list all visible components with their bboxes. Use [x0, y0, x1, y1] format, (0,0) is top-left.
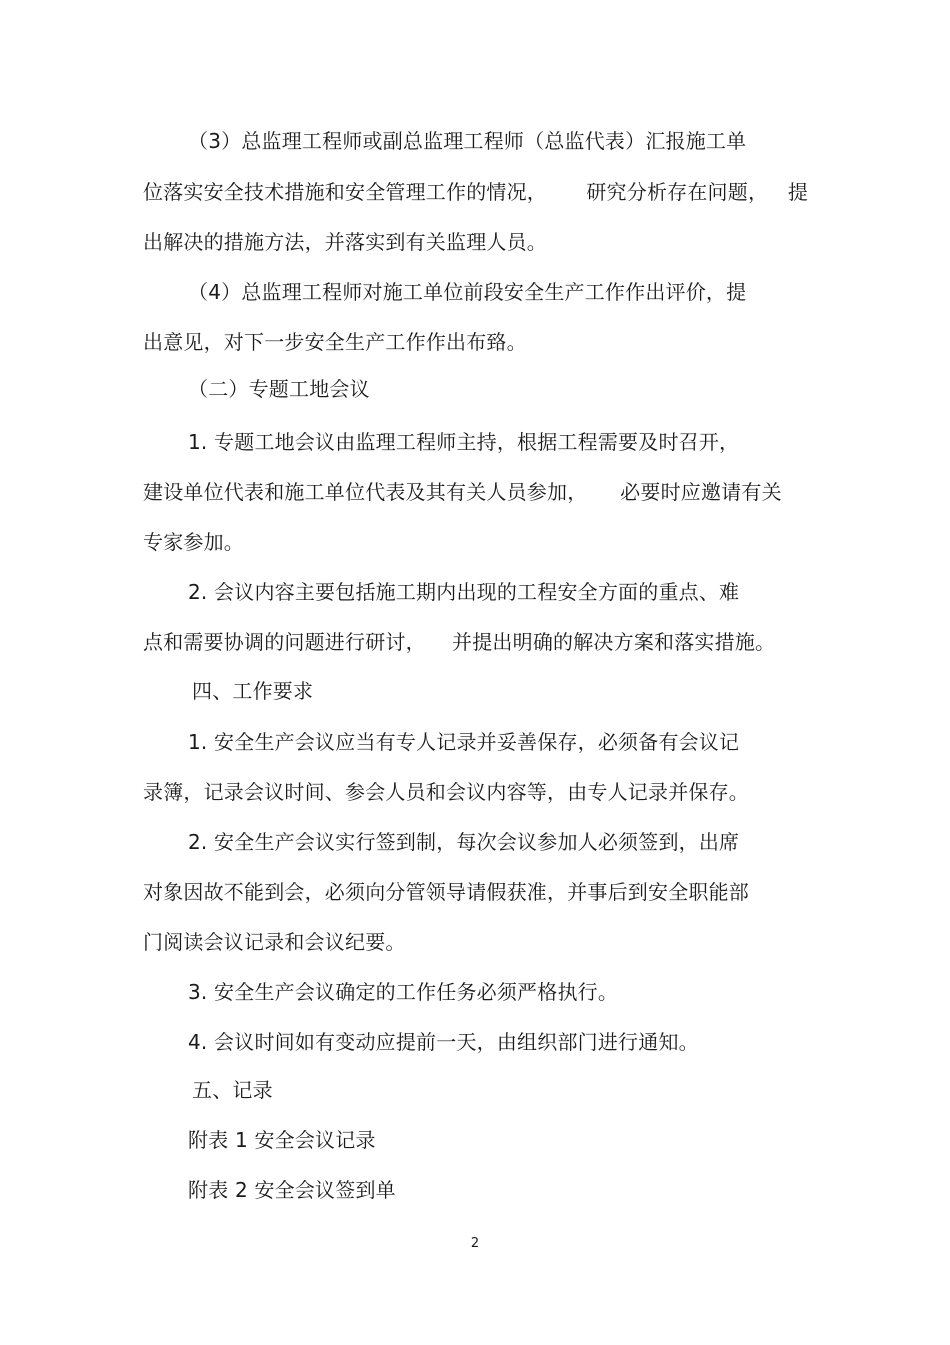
section-heading: 四、工作要求	[192, 679, 314, 703]
paragraph-line: 专家参加。	[143, 530, 244, 554]
paragraph-line: （3）总监理工程师或副总监理工程师（总监代表）汇报施工单	[188, 129, 747, 153]
paragraph-line: 录簿，记录会议时间、参会人员和会议内容等，由专人记录并保存。	[143, 780, 749, 804]
paragraph-line: 点和需要协调的问题进行研讨， 并提出明确的解决方案和落实措施。	[143, 630, 776, 654]
paragraph-line: 位落实安全技术措施和安全管理工作的情况， 研究分析存在问题， 提	[143, 180, 809, 204]
paragraph-line: 对象因故不能到会，必须向分管领导请假获准，并事后到安全职能部	[143, 880, 749, 904]
attachment-line: 附表 2 安全会议签到单	[188, 1178, 396, 1202]
paragraph-line: 出意见，对下一步安全生产工作作出布臵。	[143, 330, 527, 354]
paragraph-line: 3. 安全生产会议确定的工作任务必须严格执行。	[188, 980, 619, 1004]
paragraph-line: 出解决的措施方法，并落实到有关监理人员。	[143, 230, 547, 254]
paragraph-line: 1. 专题工地会议由监理工程师主持，根据工程需要及时召开，	[188, 430, 740, 454]
attachment-line: 附表 1 安全会议记录	[188, 1128, 376, 1152]
paragraph-line: 4. 会议时间如有变动应提前一天，由组织部门进行通知。	[188, 1030, 699, 1054]
section-heading: 五、记录	[192, 1078, 273, 1102]
paragraph-line: 门阅读会议记录和会议纪要。	[143, 930, 406, 954]
paragraph-line: 2. 安全生产会议实行签到制，每次会议参加人必须签到，出席	[188, 830, 740, 854]
paragraph-line: （4）总监理工程师对施工单位前段安全生产工作作出评价，提	[188, 280, 747, 304]
paragraph-line: 2. 会议内容主要包括施工期内出现的工程安全方面的重点、难	[188, 580, 740, 604]
section-heading: （二）专题工地会议	[188, 377, 370, 401]
page-number: 2	[470, 1236, 480, 1251]
paragraph-line: 建设单位代表和施工单位代表及其有关人员参加， 必要时应邀请有关	[143, 480, 782, 504]
paragraph-line: 1. 安全生产会议应当有专人记录并妥善保存，必须备有会议记	[188, 730, 740, 754]
